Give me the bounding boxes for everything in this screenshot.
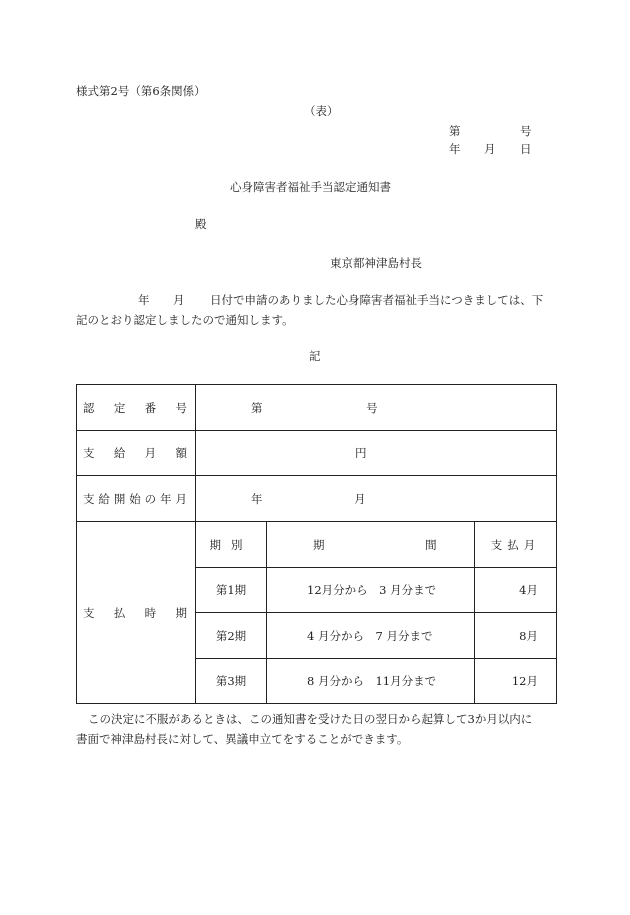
date-day: 日 [520, 142, 532, 156]
row-value [196, 385, 557, 431]
front-side-label: （表） [304, 104, 339, 118]
cert-number-suffix: 号 [366, 400, 378, 415]
header-pay-month: 支払月 [475, 522, 557, 568]
document-title: 心身障害者福祉手当認定通知書 [230, 180, 391, 194]
row-label [77, 431, 196, 476]
range-cell: 8 月分から 11月分まで [267, 659, 475, 704]
label-monthly-amount: 支 給 月 額 [83, 446, 187, 460]
ki-heading: 記 [309, 349, 321, 363]
row-label [77, 385, 196, 431]
body-month: 月 [173, 293, 185, 307]
row-label [77, 476, 196, 522]
payment-label-cell [77, 522, 196, 704]
table-row [77, 385, 557, 431]
start-month: 月 [354, 491, 366, 506]
row-value [196, 431, 557, 476]
notice-line1: この決定に不服があるときは、この通知書を受けた日の翌日から起算して3か月以内に [88, 712, 533, 726]
period-cell: 第2期 [196, 613, 267, 659]
notice-line2: 書面で神津島村長に対して、異議申立てをすることができます。 [76, 732, 409, 746]
amount-yen: 円 [355, 446, 367, 460]
period-cell: 第1期 [196, 568, 267, 613]
date-year: 年 [449, 142, 461, 156]
header-period: 期別 [196, 522, 267, 568]
form-reference: 様式第2号（第6条関係） [76, 84, 206, 98]
row-value [196, 476, 557, 522]
header-range: 期 間 [267, 522, 475, 568]
table-row [77, 476, 557, 522]
range-cell: 12月分から 3 月分まで [267, 568, 475, 613]
pay-month-cell: 8月 [475, 613, 557, 659]
body-text-line1: 日付で申請のありました心身障害者福祉手当につきましては、下 [210, 293, 544, 307]
date-month: 月 [484, 142, 496, 156]
label-cert-number: 認 定 番 号 [83, 400, 187, 415]
range-cell: 4 月分から 7 月分まで [267, 613, 475, 659]
pay-month-cell: 4月 [475, 568, 557, 613]
body-text-line2: 記のとおり認定しましたので通知します。 [76, 313, 294, 327]
table-row [77, 522, 557, 568]
label-payment-timing: 支 払 時 期 [83, 605, 187, 620]
period-cell: 第3期 [196, 659, 267, 704]
start-year: 年 [251, 491, 263, 506]
table-row [77, 431, 557, 476]
issuer-name: 東京都神津島村長 [330, 256, 422, 270]
certification-table [76, 384, 557, 704]
doc-number-suffix: 号 [520, 124, 532, 138]
cert-number-prefix: 第 [251, 400, 263, 415]
label-start-month: 支 給 開 始 の 年 月 [83, 491, 187, 506]
pay-month-cell: 12月 [475, 659, 557, 704]
doc-number-prefix: 第 [449, 124, 461, 138]
body-year: 年 [138, 293, 150, 307]
addressee-honorific: 殿 [195, 217, 207, 231]
